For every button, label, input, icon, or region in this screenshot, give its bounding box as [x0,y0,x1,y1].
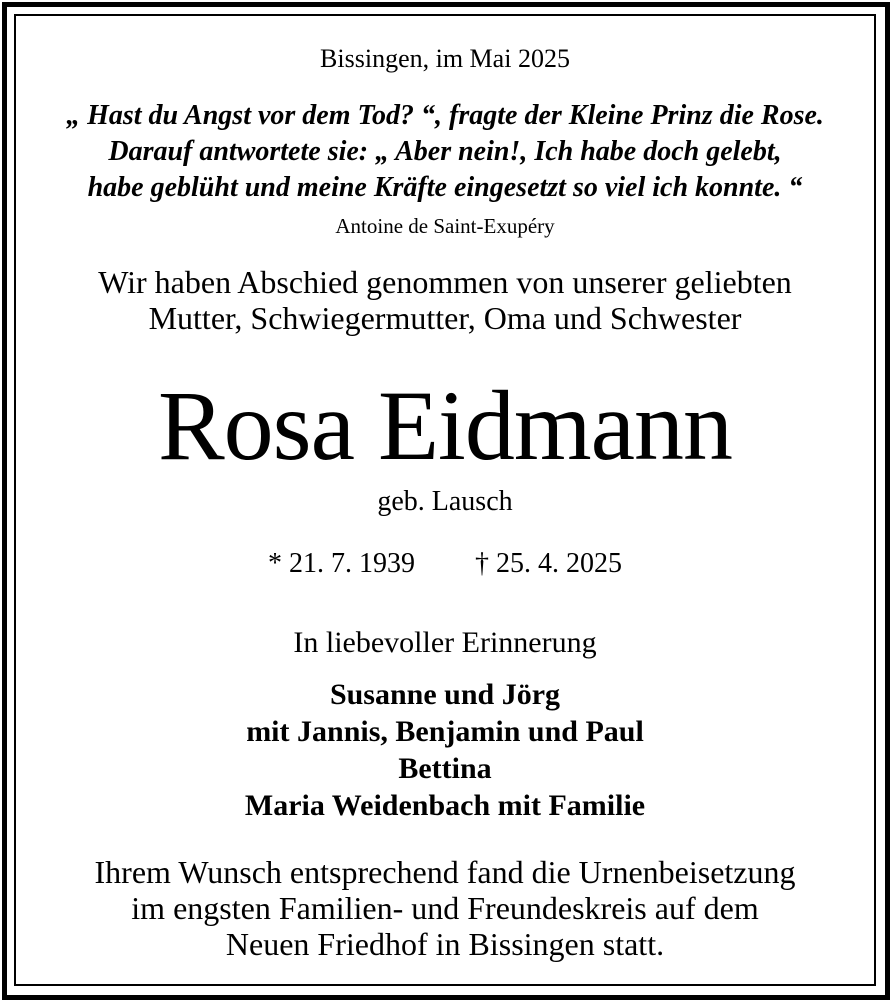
death-date: † 25. 4. 2025 [475,548,622,579]
obituary-notice [16,16,874,984]
announcement [16,264,874,336]
quote-line: „ Hast du Angst vor dem Tod? “, fragte der Kleine Prinz die Rose. [66,100,824,131]
notice-line: Neuen Friedhof in Bissingen statt. [225,926,665,962]
announcement-line: Mutter, Schwiegermutter, Oma und Schwester [148,300,742,336]
place-date: Bissingen, im Mai 2025 [320,44,570,73]
mourner-line: Susanne und Jörg [329,678,561,711]
mourners-list [16,676,874,824]
deceased-name: Rosa Eidmann [157,370,733,481]
memory-heading: In liebevoller Erinnerung [293,626,597,659]
mourner-line: Maria Weidenbach mit Familie [244,789,646,822]
mourner-line: mit Jannis, Benjamin und Paul [246,715,644,748]
birth-name: geb. Lausch [377,486,513,517]
notice-line: im engsten Familien- und Freundeskreis auf dem [131,890,759,926]
burial-notice [16,854,874,962]
notice-line: Ihrem Wunsch entsprechend fand die Urnenbeisetzung [94,854,796,890]
life-dates [16,546,874,582]
quote-line: habe geblüht und meine Kräfte eingesetzt so viel ich konnte. “ [87,172,803,203]
quote-author: Antoine de Saint-Exupéry [335,214,555,238]
quote [16,98,874,206]
mourner-line: Bettina [398,752,492,785]
quote-line: Darauf antwortete sie: „ Aber nein!, Ich habe doch gelebt, [108,136,782,167]
announcement-line: Wir haben Abschied genommen von unserer geliebten [98,264,792,300]
birth-date: * 21. 7. 1939 [268,548,415,579]
